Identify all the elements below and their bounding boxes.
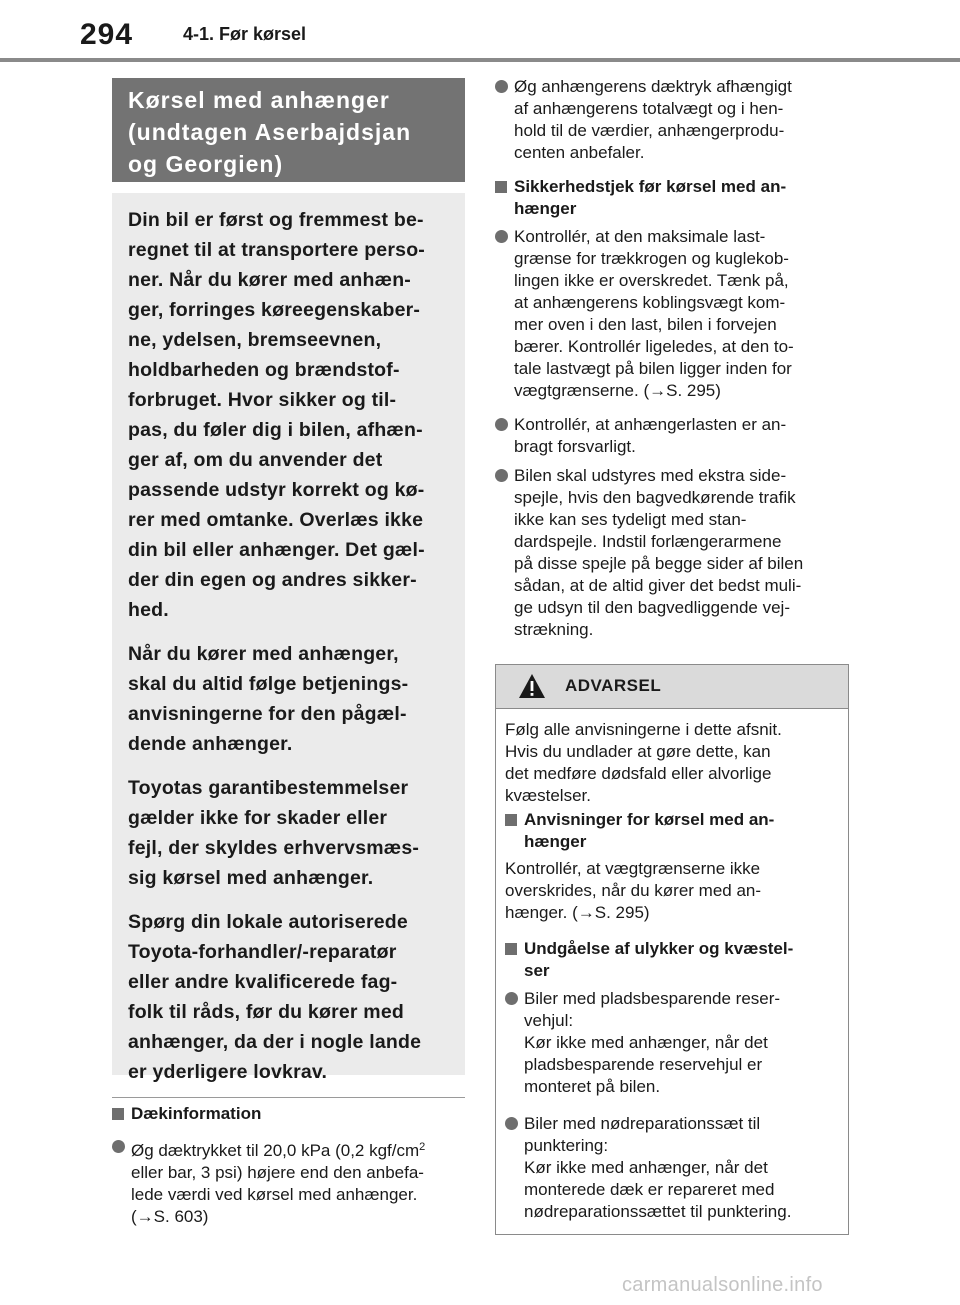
warning-box [495,664,849,1235]
page-number: 294 [80,18,134,51]
intro-line: Spørg din lokale autoriserede [128,911,408,933]
intro-line: er yderligere lovkrav. [128,1061,328,1083]
intro-line: ger, forringes køreegenskaber- [128,299,421,321]
intro-box [112,193,465,1083]
intro-paragraph [128,639,465,759]
intro-line: skal du altid følge betjenings- [128,673,409,695]
intro-line: holdbarheden og brændstof- [128,359,400,381]
intro-line: Toyotas garantibestemmelser [128,777,409,799]
intro-line: dende anhænger. [128,733,293,755]
tire-info-bullet [112,1136,425,1228]
warning-header [496,665,848,709]
intro-line: anvisningerne for den pågæl- [128,703,407,725]
square-bullet-icon [112,1108,124,1120]
intro-line: sig kørsel med anhænger. [128,867,374,889]
pressure-bullet: Øg anhængerens dæktryk afhængigt af anhængerens totalvægt og i hen- hold til de værdier, anhængerprodu- centen anbefaler. [495,76,792,164]
tire-info-line: lede værdi ved kørsel med anhænger. [131,1185,418,1204]
intro-line: regnet til at transportere perso- [128,239,425,261]
round-bullet-icon [495,469,508,482]
intro-line: Toyota-forhandler/-reparatør [128,941,397,963]
intro-paragraph [128,205,465,625]
chapter-title-line: og Georgien) [128,151,284,177]
accident-avoidance-heading: Undgåelse af ulykker og kvæstel- ser [505,938,793,982]
spare-wheel-bullet: Biler med pladsbesparende reser- vehjul: Kør ikke med anhænger, når det pladsbesparende reservehjul er monteret på bilen. [505,988,780,1098]
intro-line: folk til råds, før du kører med [128,1001,405,1023]
section-title: 4-1. Før kørsel [183,24,307,44]
chapter-title-line: Kørsel med anhænger [128,87,390,113]
intro-line: ner. Når du kører med anhæn- [128,269,411,291]
round-bullet-icon [495,80,508,93]
section-divider [112,1097,465,1098]
intro-paragraph [128,773,465,893]
intro-line: gælder ikke for skader eller [128,807,388,829]
header-rule [0,58,960,62]
mirrors-bullet: Bilen skal udstyres med ekstra side- spejle, hvis den bagvedkørende trafik ikke kan ses tydeligt med stan- dardspejle. Indstil forlængerarmene på disse spejle på begge sider af bilen sådan, at de altid giver det bedst muli- ge udsyn til den bagvedliggende vej- strækning. [495,465,803,641]
footer-watermark: carmanualsonline.info [622,1274,823,1296]
intro-line: rer med omtanke. Overlæs ikke [128,509,424,531]
page-header [0,0,960,62]
round-bullet-icon [505,1117,518,1130]
round-bullet-icon [495,418,508,431]
warning-intro: Følg alle anvisningerne i dette afsnit. Hvis du undlader at gøre dette, kan det medføre dødsfald eller alvorlige kvæstelser. [505,720,782,805]
warning-title: ADVARSEL [565,676,662,695]
chapter-title-box [112,78,465,182]
square-bullet-icon [495,181,507,193]
intro-line: ne, ydelsen, bremseevnen, [128,329,382,351]
page-reference-link[interactable]: (→S. 603) [131,1207,209,1226]
intro-line: din bil eller anhænger. Det gæl- [128,539,425,561]
repair-kit-bullet: Biler med nødreparationssæt til punktering: Kør ikke med anhænger, når det monterede dæk er repareret med nødreparationssættet til punktering. [505,1113,791,1223]
tire-info-line: Øg dæktrykket til 20,0 kPa (0,2 kgf/cm [131,1141,420,1160]
trailer-instructions-heading: Anvisninger for kørsel med an- hænger [505,809,774,853]
trailer-instructions-text: Kontrollér, at vægtgrænserne ikke overskrides, når du kører med an- hænger. (→S. 295) [505,859,762,922]
page-reference-link[interactable]: hænger. (→S. 295) [505,903,650,922]
intro-paragraph [128,907,465,1087]
safety-check-heading: Sikkerhedstjek før kørsel med an- hænger [495,176,786,220]
intro-line: der din egen og andres sikker- [128,569,417,591]
round-bullet-icon [495,230,508,243]
load-limit-bullet: Kontrollér, at den maksimale last- grænse for trækkrogen og kuglekob- lingen ikke er overskredet. Tænk på, at anhængerens koblingsvægt kom- mer oven i den last, bilen i forvejen bærer. Kontrollér ligeledes, at den to- tale lastvægt på bilen ligger inden for vægtgrænserne. (→S. 295) [495,226,794,402]
intro-line: pas, du føler dig i bilen, afhæn- [128,419,423,441]
round-bullet-icon [505,992,518,1005]
round-bullet-icon [112,1140,125,1153]
chapter-title-line: (undtagen Aserbajdsjan [128,119,412,145]
intro-line: forbruget. Hvor sikker og til- [128,389,397,411]
intro-line: anhænger, da der i nogle lande [128,1031,422,1053]
square-bullet-icon [505,814,517,826]
tire-info-line: eller bar, 3 psi) højere end den anbefa- [131,1163,424,1182]
intro-line: passende udstyr korrekt og kø- [128,479,425,501]
tire-info-heading: Dækinformation [112,1103,261,1125]
intro-line: Din bil er først og fremmest be- [128,209,424,231]
page-reference-link[interactable]: vægtgrænserne. (→S. 295) [514,381,721,400]
intro-line: ger af, om du anvender det [128,449,383,471]
square-bullet-icon [505,943,517,955]
cargo-bullet: Kontrollér, at anhængerlasten er an- bragt forsvarligt. [495,414,786,458]
intro-line: fejl, der skyldes erhvervsmæs- [128,837,420,859]
intro-line: hed. [128,599,169,621]
intro-line: Når du kører med anhænger, [128,643,399,665]
warning-triangle-icon [518,673,546,699]
intro-line: eller andre kvalificerede fag- [128,971,398,993]
superscript-two: 2 [419,1141,426,1153]
